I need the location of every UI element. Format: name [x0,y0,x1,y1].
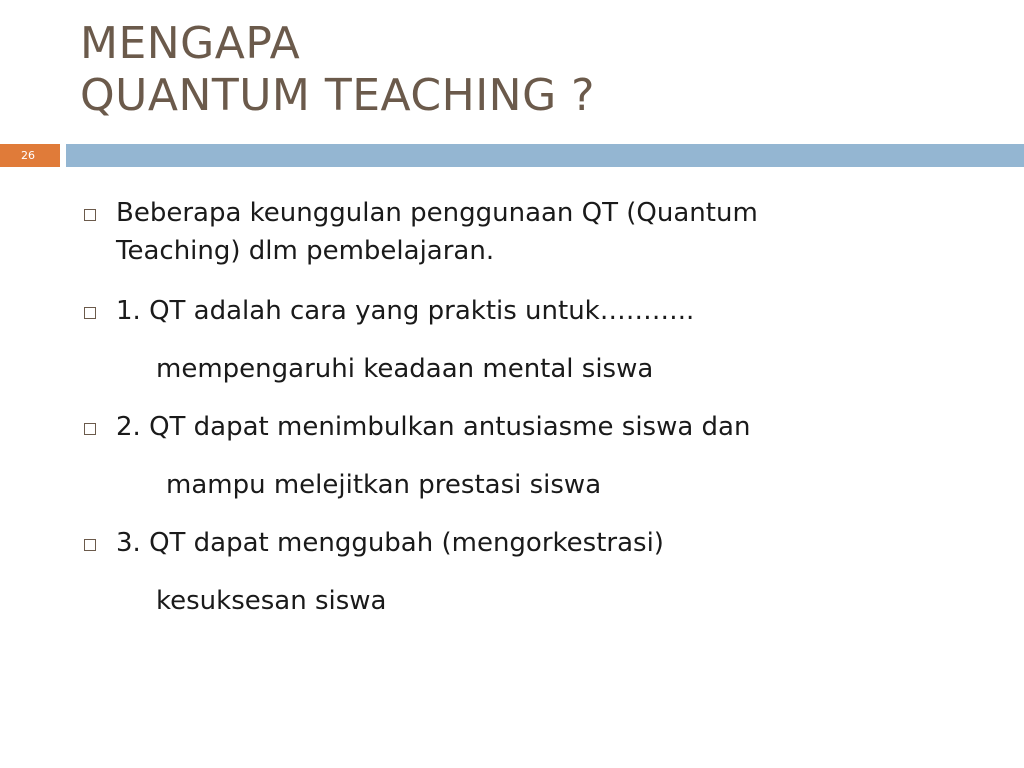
bullet-text: 3. QT dapat menggubah (mengorkestrasi) [116,528,664,558]
page-number: 26 [0,144,60,167]
bullet-item [82,398,982,456]
square-bullet-icon [84,539,96,551]
bullet-item [82,514,982,572]
bullet-text: 2. QT dapat menimbulkan antusiasme siswa dan [116,412,751,442]
square-bullet-icon [84,307,96,319]
square-bullet-icon [84,209,96,221]
bullet-continuation: mampu melejitkan prestasi siswa [166,470,602,500]
bullet-item [82,282,982,340]
bullet-text: Beberapa keunggulan penggunaan QT (Quantum [116,198,758,228]
slide-content [82,194,982,630]
header-bar [66,144,1024,167]
slide-title [80,18,595,122]
bullet-text: Teaching) dlm pembelajaran. [116,236,495,266]
title-line-1: MENGAPA [80,18,301,69]
bullet-continuation: mempengaruhi keadaan mental siswa [156,354,654,384]
square-bullet-icon [84,423,96,435]
bullet-continuation: kesuksesan siswa [156,586,387,616]
bullet-text: 1. QT adalah cara yang praktis untuk……….. [116,296,695,326]
title-line-2: QUANTUM TEACHING ? [80,70,596,121]
bullet-item [82,194,982,270]
